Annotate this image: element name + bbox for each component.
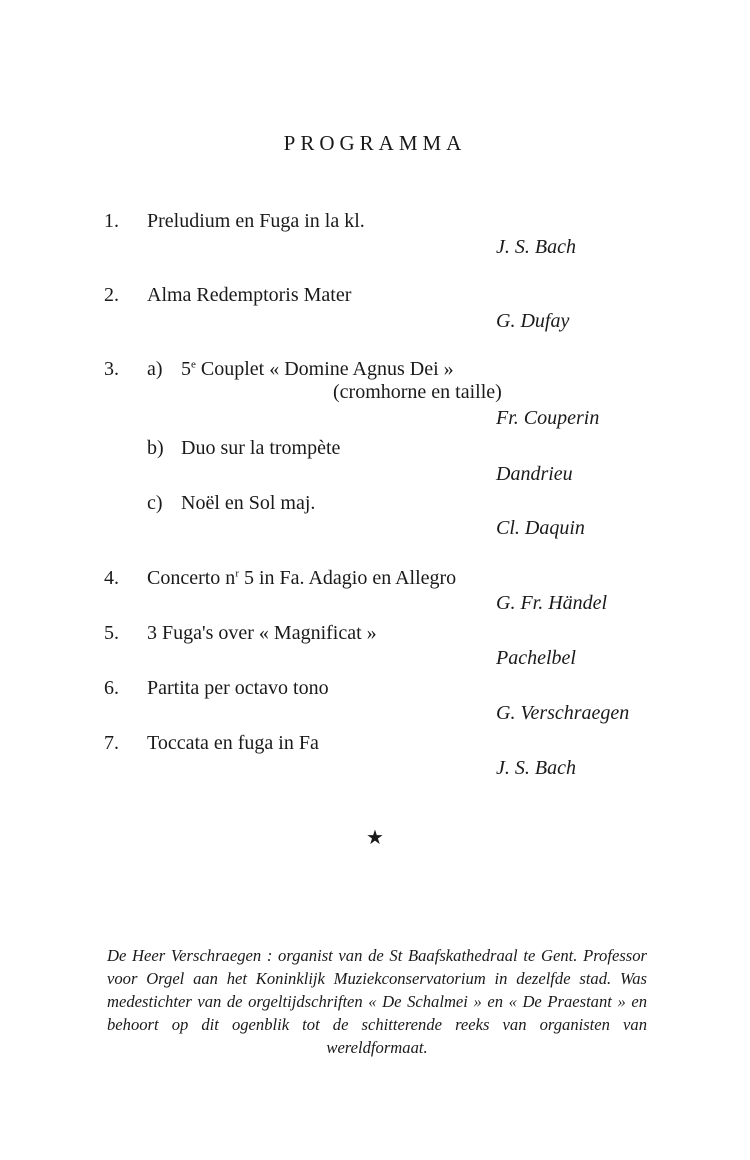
item-5-title: 3 Fuga's over « Magnificat » (147, 622, 377, 644)
item-3b-composer: Dandrieu (496, 463, 573, 485)
item-3a-composer: Fr. Couperin (496, 407, 600, 429)
item-2-composer: G. Dufay (496, 310, 570, 332)
item-7-number: 7. (104, 732, 119, 754)
item-1-composer: J. S. Bach (496, 236, 576, 258)
item-7-composer: J. S. Bach (496, 757, 576, 779)
item-4-number: 4. (104, 567, 119, 589)
item-6-title: Partita per octavo tono (147, 677, 329, 699)
item-6-number: 6. (104, 677, 119, 699)
page-title: PROGRAMMA (283, 131, 467, 155)
item-3b-label: b) (147, 437, 164, 459)
item-1-number: 1. (104, 210, 119, 232)
item-2-title: Alma Redemptoris Mater (147, 284, 352, 306)
item-3a-note: (cromhorne en taille) (333, 381, 502, 403)
item-3c-title: Noël en Sol maj. (181, 492, 316, 514)
item-5-composer: Pachelbel (496, 647, 576, 669)
item-3a-label: a) (147, 358, 163, 380)
star-icon: ★ (366, 825, 384, 849)
item-1-title: Preludium en Fuga in la kl. (147, 210, 365, 232)
item-2-number: 2. (104, 284, 119, 306)
item-4-title: Concerto $n^r$ 5 in Fa. Adagio en Allegro (147, 567, 457, 589)
item-3b-title: Duo sur la trompète (181, 437, 341, 459)
item-3-number: 3. (104, 358, 119, 380)
item-4-composer: G. Fr. Händel (496, 592, 608, 614)
item-6-composer: G. Verschraegen (496, 702, 630, 724)
item-5-number: 5. (104, 622, 119, 644)
footer-note: De Heer Verschraegen : organist van de St Baafskathedraal te Gent. Professor voor Orgel aan het Koninklijk Muziekconservatorium in dezelfde stad. Was medestichter van de orgeltijdschriften « De Schalmei » en « De Praestant » en behoort op dit ogenblik tot de schitterende reeks van organisten van wereldformaat. (107, 946, 647, 1057)
item-3c-composer: Cl. Daquin (496, 517, 585, 539)
item-3c-label: c) (147, 492, 163, 514)
item-7-title: Toccata en fuga in Fa (147, 732, 319, 754)
item-3a-title: 5e Couplet « Domine Agnus Dei » (181, 358, 454, 380)
